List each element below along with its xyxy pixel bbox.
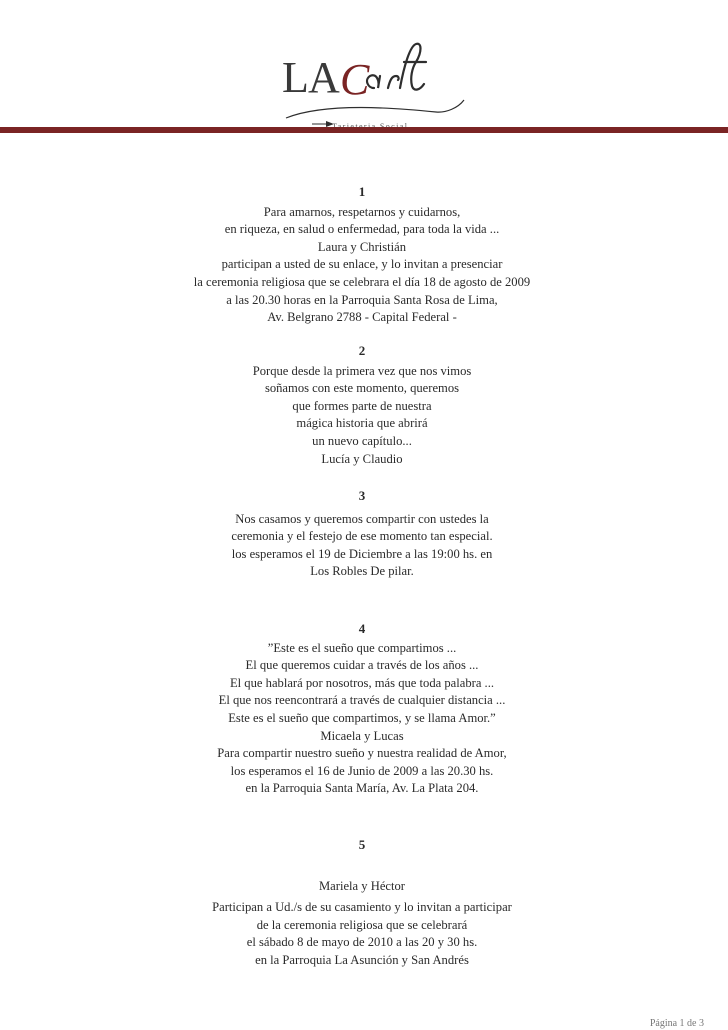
text-line: en la Parroquia La Asunción y San Andrés [255,952,469,967]
text-line: Participan a Ud./s de su casamiento y lo invitan a participar [212,900,512,915]
invitation-3 [170,487,554,581]
invitation-number: 1 [358,184,366,199]
text-line: participan a usted de su enlace, y lo invitan a presenciar [221,257,503,272]
text-line: los esperamos el 16 de Junio de 2009 a las 20.30 hs. [230,763,494,778]
text-line: Los Robles De pilar. [310,564,414,579]
invitation-number: 3 [358,488,366,503]
invitation-1 [170,183,554,327]
svg-text:A: A [308,53,340,102]
text-line: ceremonia y el festejo de ese momento tan especial. [231,529,493,544]
text-line: Para compartir nuestro sueño y nuestra realidad de Amor, [217,746,507,761]
text-line: el sábado 8 de mayo de 2010 a las 20 y 30 hs. [246,935,478,950]
text-line: ”Este es el sueño que compartimos ... [267,640,457,655]
text-line: Av. Belgrano 2788 - Capital Federal - [267,310,457,325]
text-line: a las 20.30 horas en la Parroquia Santa Rosa de Lima, [226,292,498,307]
text-line: de la ceremonia religiosa que se celebrará [256,917,468,932]
couple-names: Mariela y Héctor [318,878,406,893]
invitation-number: 2 [358,343,366,358]
text-line: en la Parroquia Santa María, Av. La Plata 204. [245,781,479,796]
text-line: Para amarnos, respetarnos y cuidarnos, [263,204,461,219]
page-number: Página 1 de 3 [649,1018,704,1029]
text-line: que formes parte de nuestra [292,398,432,413]
brand-logo [282,30,472,140]
invitation-5 [170,836,554,970]
text-line: Este es el sueño que compartimos, y se llama Amor.” [228,710,496,725]
text-line: Lucía y Claudio [321,451,403,466]
text-line: los esperamos el 19 de Diciembre a las 19:00 hs. en [231,546,493,561]
invitation-number: 4 [358,621,366,636]
text-line: El que queremos cuidar a través de los años ... [245,658,479,673]
header-divider [0,127,728,133]
text-line: El que hablará por nosotros, más que toda palabra ... [229,675,495,690]
text-line: Nos casamos y queremos compartir con ustedes la [235,511,489,526]
text-line: mágica historia que abrirá [296,416,428,431]
text-line: Porque desde la primera vez que nos vimos [252,363,472,378]
text-line: un nuevo capítulo... [312,433,412,448]
invitation-4 [170,620,554,798]
text-line: en riqueza, en salud o enfermedad, para toda la vida ... [224,222,500,237]
invitation-number: 5 [358,837,366,852]
text-line: soñamos con este momento, queremos [264,381,460,396]
svg-text:C: C [340,55,370,104]
invitation-2 [170,342,554,468]
text-line: Micaela y Lucas [320,728,404,743]
text-line: Laura y Christián [317,239,407,254]
text-line: El que nos reencontrará a través de cualquier distancia ... [218,693,506,708]
text-line: la ceremonia religiosa que se celebrara el día 18 de agosto de 2009 [193,274,531,289]
svg-text:L: L [282,53,309,102]
